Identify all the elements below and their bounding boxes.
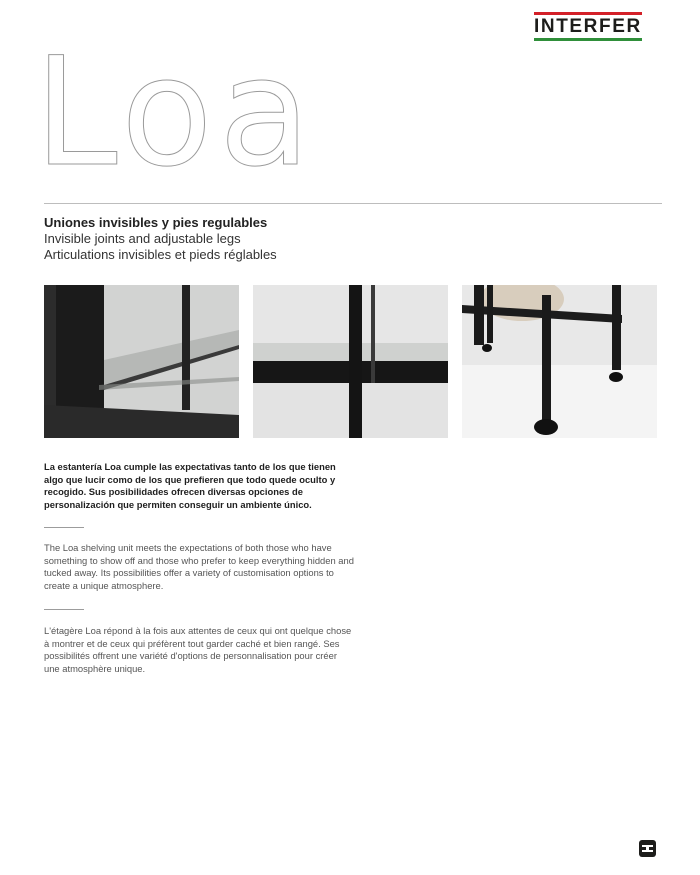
brand-name: INTERFER <box>534 16 642 37</box>
section-divider <box>44 203 662 204</box>
description-fr: L'étagère Loa répond à la fois aux attentes de ceux qui ont quelque chose à montrer et de ceux qui préfèrent tout garder caché et bien rangé. Ses possibilités offrent une variété d'options de personnalisation pour créer une atmosphère unique. <box>44 625 352 674</box>
feature-heading-es: Uniones invisibles y pies regulables <box>44 215 268 230</box>
feature-headings <box>44 215 277 263</box>
shelf-corner-detail-photo <box>44 285 239 438</box>
adjustable-leg-detail-photo <box>462 285 657 438</box>
paragraph-divider <box>44 527 84 528</box>
description-en: The Loa shelving unit meets the expectations of both those who have something to show off and those who prefer to keep everything hidden and tucked away. Its possibilities offer a variety of customisation options to create a unique atmosphere. <box>44 542 354 591</box>
invisible-joint-detail-photo <box>253 285 448 438</box>
description-es: La estantería Loa cumple las expectativas tanto de los que tienen algo que lucir como de los que prefieren que todo quede oculto y recogido. Sus posibilidades ofrecen diversas opciones de personalización que permiten conseguir un ambiente único. <box>44 461 336 510</box>
logo-green-stripe <box>534 38 642 41</box>
feature-heading-en: Invisible joints and adjustable legs <box>44 231 241 246</box>
interfer-mark-icon <box>639 840 656 857</box>
feature-heading-fr: Articulations invisibles et pieds réglables <box>44 247 277 262</box>
brand-logo <box>534 12 642 41</box>
product-title: Loa <box>34 26 317 200</box>
paragraph-divider <box>44 609 84 610</box>
